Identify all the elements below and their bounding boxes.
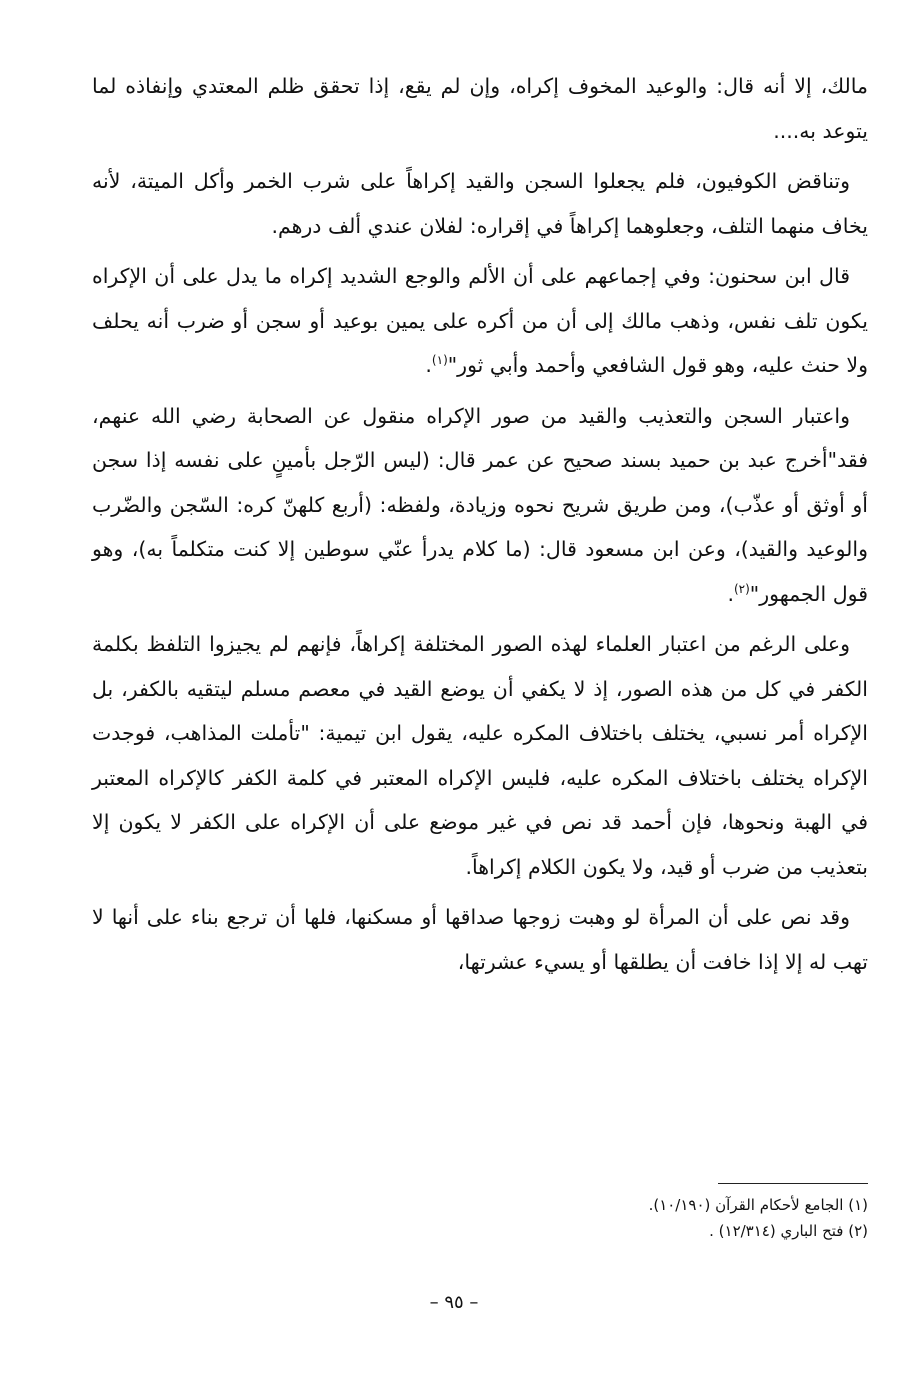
- paragraph-2: وتناقض الكوفيون، فلم يجعلوا السجن والقيد إكراهاً على شرب الخمر وأكل الميتة، لأنه يخاف منهما التلف، وجعلوهما إكراهاً في إقراره: لفلان عندي ألف درهم.: [92, 169, 868, 238]
- paragraph-1: مالك، إلا أنه قال: والوعيد المخوف إكراه، وإن لم يقع، إذا تحقق ظلم المعتدي وإنفاذه لما يتوعد به....: [92, 74, 868, 143]
- footnote-ref-2[interactable]: (٢): [733, 581, 750, 596]
- paragraph-3-end: .: [425, 353, 432, 377]
- paragraph-3-text: قال ابن سحنون: وفي إجماعهم على أن الألم والوجع الشديد إكراه ما يدل على أن الإكراه يكون تلف نفس، وذهب مالك إلى أن من أكره على يمين بوعيد أو سجن أو ضرب أنه يحلف ولا حنث عليه، وهو قول الشافعي وأحمد وأبي ثور": [92, 264, 868, 377]
- paragraph-4: [92, 394, 868, 617]
- paragraph-6: وقد نص على أن المرأة لو وهبت زوجها صداقها أو مسكنها، فلها أن ترجع بناء على أنها لا تهب له إلا إذا خافت أن يطلقها أو يسيء عشرتها،: [92, 905, 868, 974]
- footnote-ref-1[interactable]: (١): [431, 353, 448, 368]
- page-number: – ٩٥ –: [429, 1292, 479, 1313]
- paragraph-5: وعلى الرغم من اعتبار العلماء لهذه الصور المختلفة إكراهاً، فإنهم لم يجيزوا التلفظ بكلمة الكفر في كل من هذه الصور، إذ لا يكفي أن يوضع القيد في معصم مسلم ليتقيه بالكفر، بل الإكراه أمر نسبي، يختلف باختلاف المكره عليه، يقول ابن تيمية: "تأملت المذاهب، فوجدت الإكراه يختلف باختلاف المكره عليه، فليس الإكراه المعتبر في كلمة الكفر كالإكراه المعتبر في الهبة ونحوها، فإن أحمد قد نص في غير موضع على أن الإكراه على الكفر لا يكون إلا بتعذيب من ضرب أو قيد، ولا يكون الكلام إكراهاً.: [92, 632, 868, 879]
- paragraph-4-text: واعتبار السجن والتعذيب والقيد من صور الإكراه منقول عن الصحابة رضي الله عنهم، فقد"أخرج عبد بن حميد بسند صحيح عن عمر قال: (ليس الرّجل بأمينٍ على نفسه إذا سجن أو أوثق أو عذّب)، ومن طريق شريح نحوه وزيادة، ولفظه: (أربع كلهنّ كره: السّجن والضّرب والوعيد والقيد)، وعن ابن مسعود قال: (ما كلام يدرأ عنّي سوطين إلا كنت متكلماً به)، وهو قول الجمهور": [92, 403, 868, 606]
- footnote-divider: [718, 1183, 868, 1184]
- paragraph-3: [92, 254, 868, 388]
- footnotes: [92, 1192, 868, 1244]
- footnote-1: (١) الجامع لأحكام القرآن (١٠/١٩٠).: [648, 1196, 868, 1214]
- footnote-2: (٢) فتح الباري (١٢/٣١٤) .: [709, 1222, 868, 1240]
- main-text: [92, 64, 868, 990]
- paragraph-4-end: .: [727, 581, 734, 606]
